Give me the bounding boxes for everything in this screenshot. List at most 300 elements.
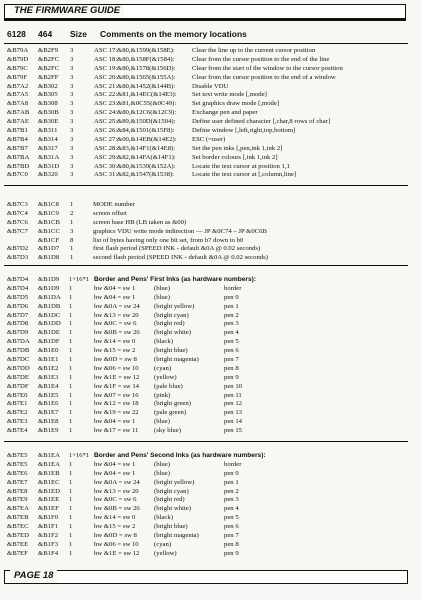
divider: [4, 185, 408, 186]
address-464: &B2FC: [38, 55, 60, 63]
pen-label: pen 10: [224, 382, 243, 390]
address-6128: &B7A2: [7, 82, 29, 90]
hardware-ink: hw &1E = sw 12: [94, 549, 140, 557]
address-464: &B31D: [38, 162, 60, 170]
address-6128: &B7E5: [7, 452, 28, 459]
address-6128: &B7C4: [7, 209, 28, 217]
pen-label: pen 0: [224, 469, 239, 477]
divider: [4, 265, 408, 266]
hardware-ink: hw &0A = sw 24: [94, 302, 140, 310]
address-464: &B1EC: [38, 478, 60, 486]
size-value: 3: [70, 100, 74, 108]
column-comments: Comments on the memory locations: [100, 29, 247, 39]
size-value: 1: [69, 549, 73, 557]
colour-name: (pale green): [154, 409, 187, 417]
asc-code: ASC 29:: [94, 153, 118, 161]
pen-label: pen 12: [224, 400, 243, 408]
address-464: &B2FC: [38, 64, 60, 72]
size-value: 1: [69, 487, 73, 495]
routine-address: &81,&14EC(&14E3):: [117, 91, 177, 99]
description: list of bytes having only one bit set, from b7 down to b0: [93, 236, 244, 244]
address-464: &B314: [38, 135, 58, 143]
divider: [4, 43, 408, 44]
description: graphics VDU write mode indirection — JP &0C74 – JP &0C6B: [93, 227, 267, 235]
section-title: Border and Pens' Second Inks (as hardware numbers):: [94, 452, 266, 459]
column-size: Size: [70, 29, 88, 39]
hardware-ink: hw &06 = sw 10: [94, 540, 139, 548]
colour-name: (bright white): [154, 505, 191, 513]
address-6128: &B7D5: [7, 293, 29, 301]
address-6128: &B7D3: [7, 254, 29, 262]
address-6128: &B7C7: [7, 227, 28, 235]
colour-name: (bright yellow): [154, 302, 195, 310]
address-464: &B1E1: [38, 356, 59, 364]
address-6128: &B7D8: [7, 320, 29, 328]
hardware-ink: hw &0A = sw 24: [94, 478, 140, 486]
description: Locate the text cursor at position 1,1: [192, 162, 290, 170]
address-464: &B1CC: [38, 227, 60, 235]
size-value: 1: [69, 293, 73, 301]
address-464: &B1D9: [38, 276, 60, 283]
colour-name: (blue): [154, 460, 170, 468]
pen-label: pen 4: [224, 329, 239, 337]
size-value: 3: [70, 73, 74, 81]
description: Disable VDU: [192, 82, 229, 90]
description: Set graphics draw mode [,mode]: [192, 100, 280, 108]
pen-label: pen 3: [224, 496, 239, 504]
address-6128: &B7D6: [7, 302, 29, 310]
size-value: 1: [69, 469, 73, 477]
address-6128: &B7BD: [7, 162, 30, 170]
size-value: 1: [69, 302, 73, 310]
size-value: 1: [69, 338, 73, 346]
size-value: 1: [69, 391, 73, 399]
address-6128: &B7EF: [7, 549, 28, 557]
size-value: 2: [70, 209, 74, 217]
address-464: &B317: [38, 144, 58, 152]
colour-name: (bright blue): [154, 523, 188, 531]
description: second flash period (SPEED INK - default &0A @ 0.02 seconds): [93, 254, 268, 262]
size-value: 1: [69, 427, 73, 435]
hardware-ink: hw &19 = sw 22: [94, 409, 139, 417]
size-value: 8: [70, 236, 74, 244]
routine-address: &81,&0C55(&0C49):: [117, 100, 177, 108]
pen-label: pen 11: [224, 391, 242, 399]
address-464: &B2FF: [38, 73, 59, 81]
address-6128: &B7E2: [7, 409, 28, 417]
size-value: 1: [69, 505, 73, 513]
pen-label: pen 8: [224, 540, 239, 548]
address-6128: &B7E3: [7, 418, 28, 426]
address-464: &B1DB: [38, 302, 61, 310]
address-6128: &B7D4: [7, 284, 29, 292]
colour-name: (bright yellow): [154, 478, 195, 486]
address-6128: &B7D2: [7, 245, 29, 253]
size-value: 1+16*1: [69, 276, 90, 283]
address-6128: &B7A5: [7, 91, 29, 99]
pen-label: pen 15: [224, 427, 243, 435]
hardware-ink: hw &06 = sw 10: [94, 364, 139, 372]
pen-label: pen 2: [224, 487, 239, 495]
size-value: 1: [69, 409, 73, 417]
pen-label: pen 8: [224, 364, 239, 372]
colour-name: (bright green): [154, 400, 191, 408]
address-464: &B1F4: [38, 549, 59, 557]
address-6128: &B7AB: [7, 109, 30, 117]
address-464: &B1F0: [38, 514, 59, 522]
address-464: &B1CB: [38, 218, 60, 226]
description: Define user defined character [,char,8 rows of char]: [192, 118, 331, 126]
address-464: &B1E8: [38, 418, 59, 426]
size-value: 1: [69, 364, 73, 372]
section-title: Border and Pens' First Inks (as hardware numbers):: [94, 276, 257, 283]
address-6128: &B7D7: [7, 311, 29, 319]
description: Set text write mode [,mode]: [192, 91, 267, 99]
address-6128: &B7AE: [7, 118, 29, 126]
address-464: &B1E0: [38, 347, 59, 355]
hardware-ink: hw &15 = sw 2: [94, 347, 136, 355]
pen-label: pen 0: [224, 293, 239, 301]
size-value: 3: [70, 64, 74, 72]
colour-name: (bright red): [154, 320, 185, 328]
page-number: PAGE 18: [10, 569, 57, 583]
address-6128: &B7C6: [7, 218, 28, 226]
size-value: 1: [69, 514, 73, 522]
hardware-ink: hw &04 = sw 1: [94, 460, 136, 468]
routine-address: &82,&14FA(&14F1):: [117, 153, 176, 161]
address-6128: &B7DA: [7, 338, 30, 346]
description: Clear from the cursor position to the end of the line: [192, 55, 330, 63]
size-value: 1: [70, 201, 74, 208]
size-value: 1: [69, 382, 73, 390]
address-464: &B1ED: [38, 487, 60, 495]
colour-name: (yellow): [154, 373, 177, 381]
hardware-ink: hw &14 = sw 0: [94, 514, 136, 522]
colour-name: (bright cyan): [154, 487, 189, 495]
colour-name: (bright magenta): [154, 532, 199, 540]
column-6128: 6128: [7, 29, 26, 39]
size-value: 3: [70, 91, 74, 99]
address-6128: &B79D: [7, 55, 29, 63]
address-6128: &B7B4: [7, 135, 28, 143]
address-6128: &B7ED: [7, 532, 29, 540]
colour-name: (pale blue): [154, 382, 183, 390]
address-464: &B1DA: [38, 293, 61, 301]
pen-label: pen 2: [224, 311, 239, 319]
address-6128: &B7DE: [7, 373, 29, 381]
address-6128: &B7D4: [7, 276, 29, 283]
asc-code: ASC 31:: [94, 171, 118, 179]
address-6128: &B7DF: [7, 382, 29, 390]
address-464: &B1E5: [38, 391, 59, 399]
size-value: 3: [70, 227, 74, 235]
size-value: 3: [70, 47, 74, 54]
size-value: 1: [69, 496, 73, 504]
address-464: &B1E6: [38, 400, 59, 408]
asc-code: ASC 26:: [94, 127, 118, 135]
hardware-ink: hw &0D = sw 8: [94, 532, 137, 540]
pen-label: pen 14: [224, 418, 243, 426]
address-464: &B1DE: [38, 329, 60, 337]
routine-address: &80,&1452(&144B):: [117, 82, 176, 90]
size-value: 1: [69, 329, 73, 337]
pen-label: pen 1: [224, 478, 239, 486]
address-6128: &B7E7: [7, 478, 28, 486]
hardware-ink: hw &04 = sw 1: [94, 469, 136, 477]
address-464: &B31A: [38, 153, 60, 161]
address-464: &B1DF: [38, 338, 60, 346]
address-6128: &B7E4: [7, 427, 28, 435]
address-464: &B302: [38, 82, 58, 90]
asc-code: ASC 19:: [94, 64, 118, 72]
size-value: 3: [70, 55, 74, 63]
colour-name: (black): [154, 514, 173, 522]
address-464: &B1D8: [38, 254, 60, 262]
asc-code: ASC 27:: [94, 135, 118, 143]
footer-bar: [4, 570, 408, 584]
size-value: 3: [70, 171, 74, 179]
address-464: &B1D7: [38, 245, 60, 253]
pen-label: border: [224, 460, 242, 468]
address-6128: &B7E8: [7, 487, 28, 495]
address-6128: &B7EB: [7, 514, 29, 522]
hardware-ink: hw &07 = sw 16: [94, 391, 139, 399]
address-464: &B305: [38, 91, 58, 99]
address-464: &B1E7: [38, 409, 59, 417]
size-value: 3: [70, 162, 74, 170]
pen-label: pen 5: [224, 514, 239, 522]
address-6128: &B7B7: [7, 144, 28, 152]
hardware-ink: hw &04 = sw 1: [94, 418, 136, 426]
description: Define window [,left,right,top,bottom]: [192, 127, 296, 135]
routine-address: &89,&150D(&1504):: [117, 118, 176, 126]
address-464: &B1E3: [38, 373, 59, 381]
address-464: &B1DC: [38, 311, 61, 319]
routine-address: &80,&1599(&158E):: [117, 47, 175, 54]
address-464: &B1EE: [38, 496, 60, 504]
size-value: 1: [69, 540, 73, 548]
hardware-ink: hw &1F = sw 14: [94, 382, 140, 390]
description: Locate the text cursor at [,column,line]: [192, 171, 297, 179]
colour-name: (black): [154, 338, 173, 346]
address-6128: &B7EC: [7, 523, 29, 531]
hardware-ink: hw &04 = sw 1: [94, 284, 136, 292]
pen-label: pen 1: [224, 302, 239, 310]
size-value: 3: [70, 144, 74, 152]
asc-code: ASC 21:: [94, 82, 118, 90]
header-title: THE FIRMWARE GUIDE: [10, 5, 124, 17]
size-value: 1: [69, 418, 73, 426]
colour-name: (blue): [154, 469, 170, 477]
asc-code: ASC 18:: [94, 55, 118, 63]
address-464: &B30E: [38, 118, 59, 126]
description: Set the pen inks [,pen,ink 1,ink 2]: [192, 144, 283, 152]
asc-code: ASC 28:: [94, 144, 118, 152]
address-6128: &B7B1: [7, 127, 28, 135]
address-464: &B1DD: [38, 320, 61, 328]
size-value: 1: [69, 478, 73, 486]
description: MODE number: [93, 201, 135, 208]
colour-name: (blue): [154, 284, 170, 292]
description: screen offset: [93, 209, 127, 217]
asc-code: ASC 17:: [94, 47, 118, 54]
size-value: 1: [70, 254, 74, 262]
address-464: &B1CF: [38, 236, 60, 244]
colour-name: (cyan): [154, 364, 172, 372]
colour-name: (yellow): [154, 549, 177, 557]
address-464: &B1C8: [38, 201, 59, 208]
description: ESC (=user): [192, 135, 226, 143]
colour-name: (cyan): [154, 540, 172, 548]
routine-address: &83,&14F1(&14E8):: [117, 144, 176, 152]
asc-code: ASC 24:: [94, 109, 118, 117]
routine-address: &80,&12C6(&12C9):: [117, 109, 177, 117]
hardware-ink: hw &0B = sw 26: [94, 505, 140, 513]
routine-address: &80,&1578(&156D):: [117, 64, 176, 72]
colour-name: (blue): [154, 293, 170, 301]
pen-label: pen 7: [224, 356, 239, 364]
address-6128: &B79A: [7, 47, 29, 54]
hardware-ink: hw &0B = sw 26: [94, 329, 140, 337]
hardware-ink: hw &04 = sw 1: [94, 293, 136, 301]
asc-code: ASC 25:: [94, 118, 118, 126]
address-464: &B1E4: [38, 382, 59, 390]
description: Set border colours [,ink 1,ink 2]: [192, 153, 278, 161]
address-6128: &B7BA: [7, 153, 30, 161]
address-6128: &B7E9: [7, 496, 28, 504]
pen-label: pen 5: [224, 338, 239, 346]
address-464: &B320: [38, 171, 58, 179]
asc-code: ASC 20:: [94, 73, 118, 81]
divider: [4, 441, 408, 442]
routine-address: &80,&158F(&1584):: [117, 55, 175, 63]
hardware-ink: hw &0C = sw 6: [94, 320, 137, 328]
hardware-ink: hw &0D = sw 8: [94, 356, 137, 364]
description: Exchange pen and paper: [192, 109, 258, 117]
address-464: &B308: [38, 100, 58, 108]
asc-code: ASC 22:: [94, 91, 118, 99]
address-464: &B2F9: [38, 47, 59, 54]
routine-address: &00,&14EB(&14E2):: [117, 135, 177, 143]
hardware-ink: hw &14 = sw 0: [94, 338, 136, 346]
address-6128: &B7EE: [7, 540, 29, 548]
address-464: &B311: [38, 127, 58, 135]
address-464: &B1F1: [38, 523, 59, 531]
hardware-ink: hw &15 = sw 2: [94, 523, 136, 531]
pen-label: pen 3: [224, 320, 239, 328]
routine-address: &80,&1539(&152A):: [117, 162, 176, 170]
address-6128: &B7E5: [7, 460, 28, 468]
address-6128: &B7D9: [7, 329, 29, 337]
size-value: 1: [69, 532, 73, 540]
address-464: &B1D9: [38, 284, 60, 292]
address-464: &B1C9: [38, 209, 59, 217]
address-6128: &B7A8: [7, 100, 29, 108]
address-6128: &B7DD: [7, 364, 30, 372]
colour-name: (bright blue): [154, 347, 188, 355]
size-value: 1: [69, 356, 73, 364]
size-value: 3: [70, 109, 74, 117]
size-value: 3: [70, 135, 74, 143]
size-value: 1: [69, 460, 73, 468]
pen-label: border: [224, 284, 242, 292]
description: Clear from the start of the window to the cursor position: [192, 64, 343, 72]
colour-name: (bright cyan): [154, 311, 189, 319]
header-rule: [4, 19, 406, 21]
address-464: &B1F2: [38, 532, 59, 540]
size-value: 1: [70, 218, 74, 226]
pen-label: pen 9: [224, 373, 239, 381]
address-6128: &B7DC: [7, 356, 30, 364]
colour-name: (bright red): [154, 496, 185, 504]
address-464: &B1EF: [38, 505, 59, 513]
address-6128: &B7E1: [7, 400, 28, 408]
description: first flash period (SPEED INK - default &0A @ 0.02 seconds): [93, 245, 261, 253]
pen-label: pen 4: [224, 505, 239, 513]
colour-name: (sky blue): [154, 427, 181, 435]
address-464: &B1E2: [38, 364, 59, 372]
pen-label: pen 6: [224, 523, 239, 531]
address-6128: &B7EA: [7, 505, 29, 513]
hardware-ink: hw &17 = sw 11: [94, 427, 139, 435]
address-6128: &B79C: [7, 64, 28, 72]
hardware-ink: hw &13 = sw 20: [94, 487, 139, 495]
address-6128: &B79F: [7, 73, 28, 81]
routine-address: &82,&1547(&1538):: [117, 171, 175, 179]
pen-label: pen 13: [224, 409, 243, 417]
colour-name: (blue): [154, 418, 170, 426]
description: Clear from the cursor position to the end of a window: [192, 73, 336, 81]
colour-name: (pink): [154, 391, 171, 399]
address-464: &B1EA: [38, 460, 60, 468]
asc-code: ASC 30:: [94, 162, 118, 170]
address-464: &B1E9: [38, 427, 59, 435]
size-value: 1+16*1: [69, 452, 90, 459]
colour-name: (bright magenta): [154, 356, 199, 364]
column-464: 464: [38, 29, 53, 39]
address-6128: &B7C0: [7, 171, 28, 179]
pen-label: pen 6: [224, 347, 239, 355]
size-value: 1: [70, 245, 74, 253]
asc-code: ASC 23:: [94, 100, 118, 108]
routine-address: &80,&1565(&155A):: [117, 73, 176, 81]
pen-label: pen 7: [224, 532, 239, 540]
address-464: &B1EB: [38, 469, 60, 477]
address-6128: &B7DB: [7, 347, 30, 355]
size-value: 1: [69, 373, 73, 381]
size-value: 1: [69, 523, 73, 531]
hardware-ink: hw &13 = sw 20: [94, 311, 139, 319]
size-value: 1: [69, 320, 73, 328]
description: screen base HB (LB taken as &00): [93, 218, 187, 226]
description: Clear the line up to the current cursor position: [192, 47, 316, 54]
address-6128: &B7E0: [7, 391, 28, 399]
address-464: &B1EA: [38, 452, 60, 459]
hardware-ink: hw &1E = sw 12: [94, 373, 140, 381]
size-value: 1: [69, 400, 73, 408]
pen-label: pen 9: [224, 549, 239, 557]
size-value: 3: [70, 118, 74, 126]
hardware-ink: hw &0C = sw 6: [94, 496, 137, 504]
address-6128: &B7C3: [7, 201, 28, 208]
size-value: 1: [69, 347, 73, 355]
size-value: 3: [70, 153, 74, 161]
size-value: 1: [69, 284, 73, 292]
hardware-ink: hw &12 = sw 18: [94, 400, 139, 408]
routine-address: &84,&1501(&15F8):: [117, 127, 175, 135]
size-value: 3: [70, 127, 74, 135]
size-value: 3: [70, 82, 74, 90]
